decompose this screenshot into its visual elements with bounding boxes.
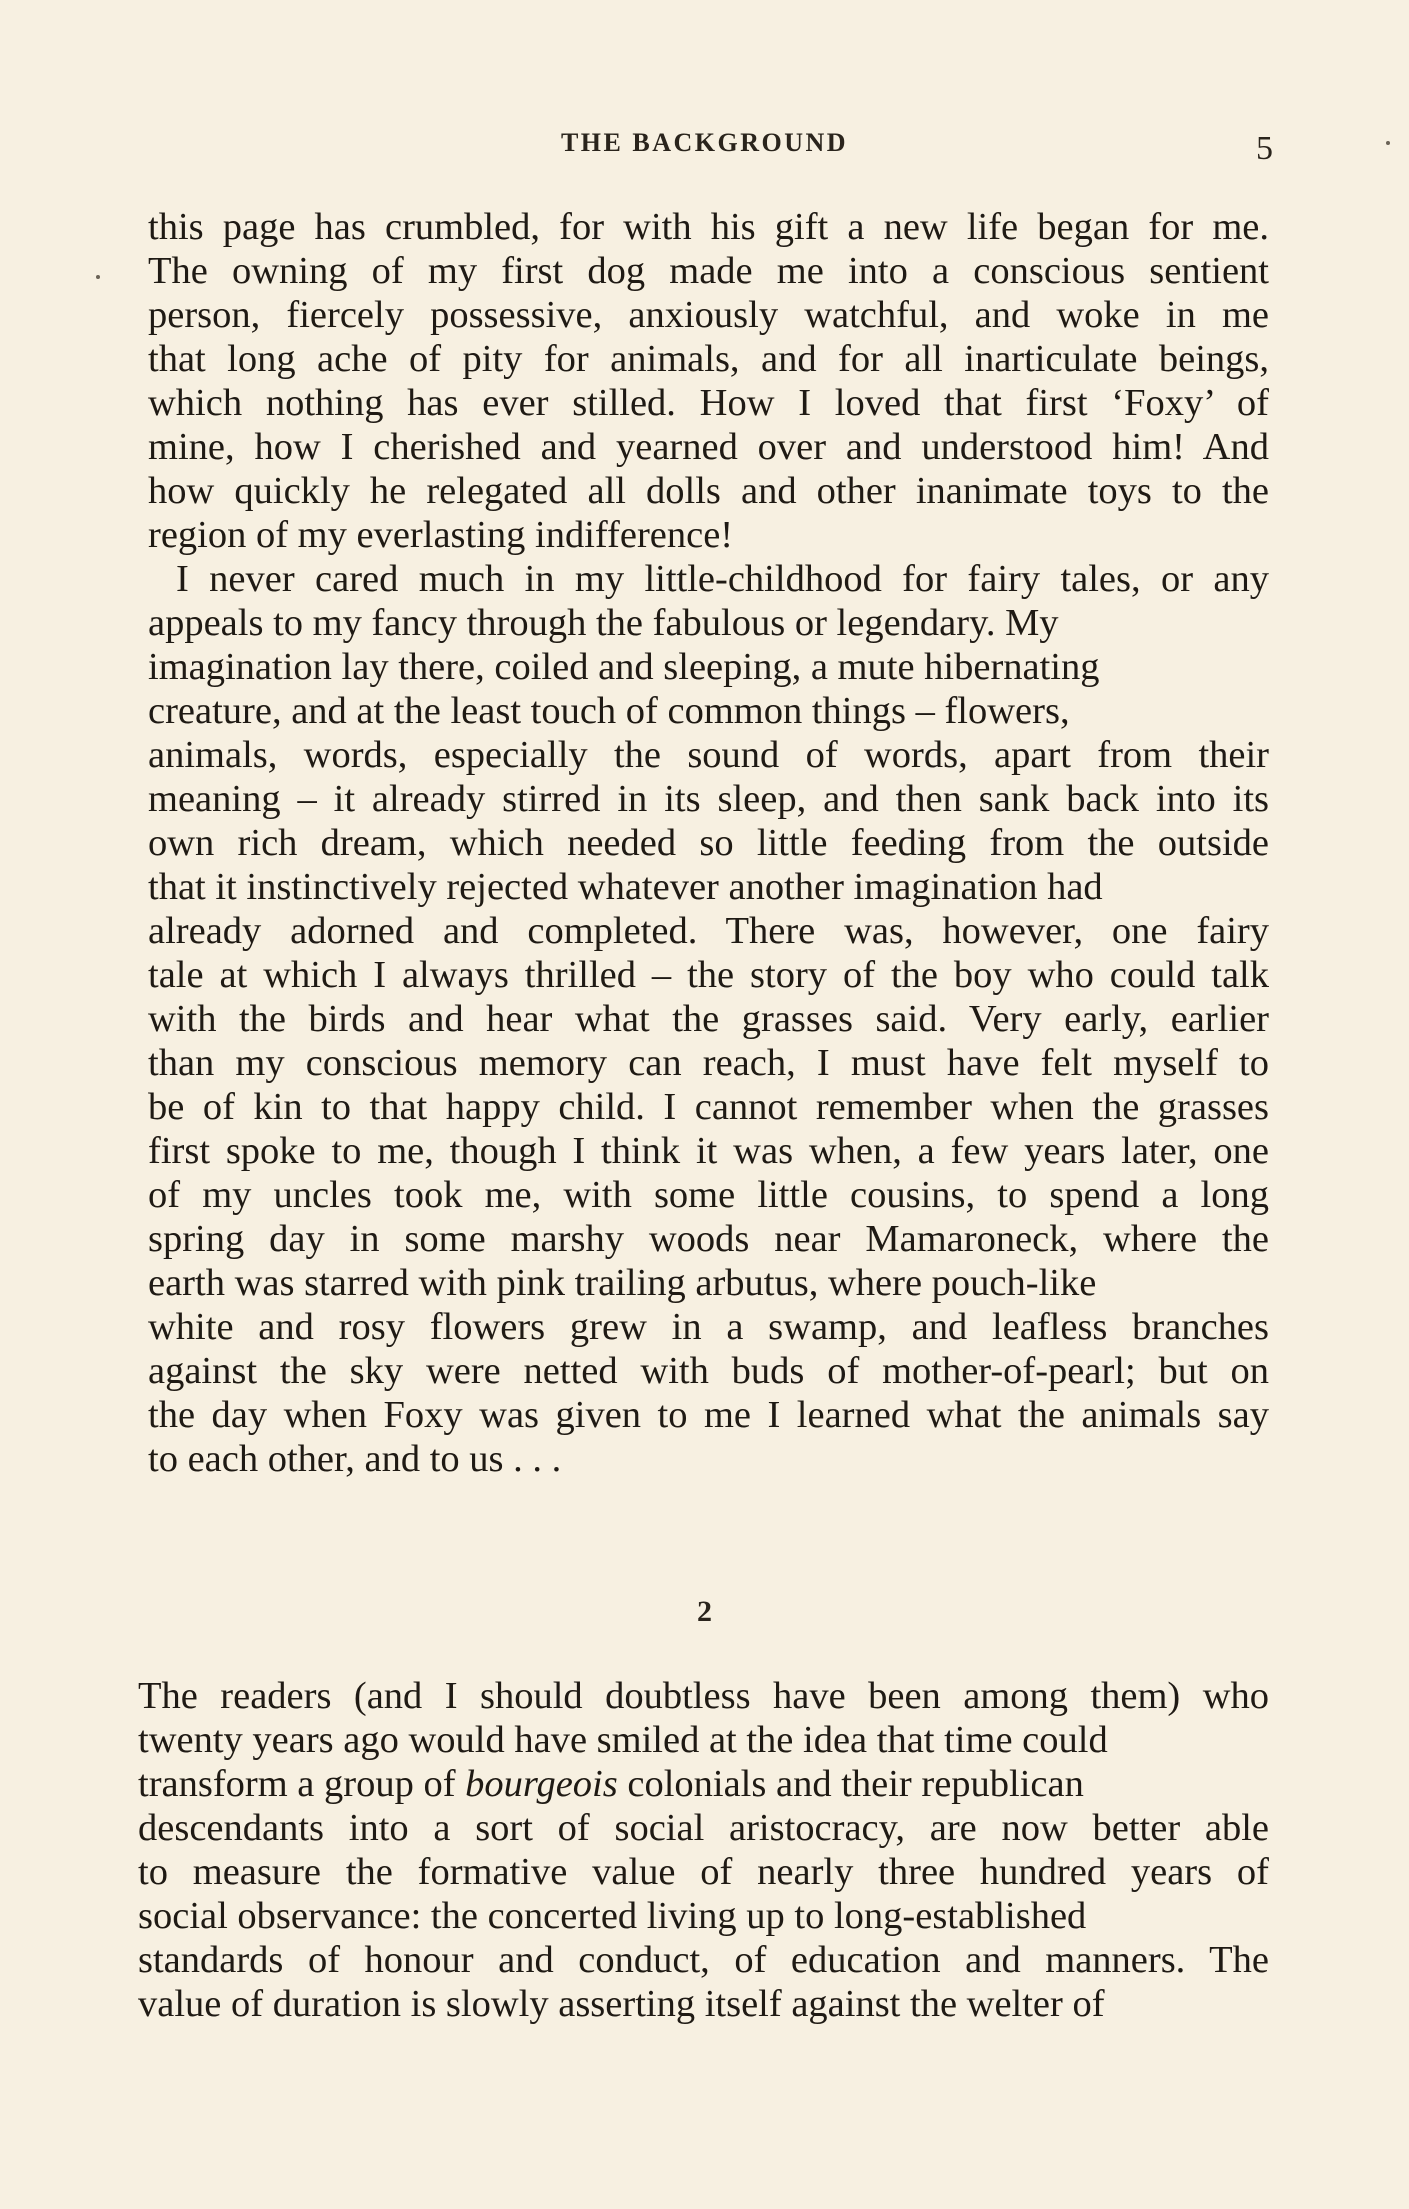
text-line: this page has crumbled, for with his gift a new life began for me. bbox=[148, 206, 1269, 248]
text-line: creature, and at the least touch of common things – flowers, bbox=[148, 690, 1070, 732]
running-title: THE BACKGROUND bbox=[560, 128, 849, 157]
text-line: person, fiercely possessive, anxiously watchful, and woke in me bbox=[148, 294, 1269, 336]
paper-speck bbox=[96, 275, 100, 279]
text-line: spring day in some marshy woods near Mamaroneck, where the bbox=[148, 1218, 1269, 1260]
text-line: social observance: the concerted living up to long-established bbox=[138, 1895, 1087, 1937]
text-line: tale at which I always thrilled – the story of the boy who could talk bbox=[148, 954, 1269, 996]
section-number: 2 bbox=[697, 1595, 712, 1628]
text-line: first spoke to me, though I think it was when, a few years later, one bbox=[148, 1130, 1269, 1172]
text-line bbox=[138, 1762, 1084, 1806]
text-line: of my uncles took me, with some little cousins, to spend a long bbox=[148, 1174, 1269, 1216]
text-line: mine, how I cherished and yearned over and understood him! And bbox=[148, 426, 1269, 468]
text-line: region of my everlasting indifference! bbox=[148, 514, 734, 556]
text-line: already adorned and completed. There was, however, one fairy bbox=[148, 910, 1269, 952]
running-head bbox=[0, 128, 1409, 168]
text-line: be of kin to that happy child. I cannot remember when the grasses bbox=[148, 1086, 1269, 1128]
page-number: 5 bbox=[1256, 130, 1273, 167]
text-line: to measure the formative value of nearly three hundred years of bbox=[138, 1851, 1269, 1893]
text-line: own rich dream, which needed so little feeding from the outside bbox=[148, 822, 1269, 864]
text-line: The owning of my first dog made me into a conscious sentient bbox=[148, 250, 1269, 292]
text-line: that it instinctively rejected whatever another imagination had bbox=[148, 866, 1103, 908]
text-line: imagination lay there, coiled and sleeping, a mute hibernating bbox=[148, 646, 1100, 688]
text-line: which nothing has ever stilled. How I loved that first ‘Foxy’ of bbox=[148, 382, 1269, 424]
text-line: how quickly he relegated all dolls and other inanimate toys to the bbox=[148, 470, 1269, 512]
text-line: white and rosy flowers grew in a swamp, and leafless branches bbox=[148, 1306, 1269, 1348]
paper-speck bbox=[1386, 141, 1390, 145]
text-line: meaning – it already stirred in its sleep, and then sank back into its bbox=[148, 778, 1269, 820]
text-line: I never cared much in my little-childhood for fairy tales, or any bbox=[176, 558, 1269, 600]
text-line: with the birds and hear what the grasses said. Very early, earlier bbox=[148, 998, 1269, 1040]
text-line: appeals to my fancy through the fabulous or legendary. My bbox=[148, 602, 1059, 644]
text-line: descendants into a sort of social aristocracy, are now better able bbox=[138, 1807, 1269, 1849]
text-line: to each other, and to us . . . bbox=[148, 1438, 562, 1480]
text-fragment: transform a group of bbox=[138, 1763, 466, 1805]
text-line: The readers (and I should doubtless have been among them) who bbox=[138, 1675, 1269, 1717]
text-line: earth was starred with pink trailing arbutus, where pouch-like bbox=[148, 1262, 1097, 1304]
text-line: that long ache of pity for animals, and for all inarticulate beings, bbox=[148, 338, 1269, 380]
text-line: animals, words, especially the sound of words, apart from their bbox=[148, 734, 1269, 776]
text-fragment: colonials and their republican bbox=[617, 1763, 1084, 1805]
text-line: value of duration is slowly asserting itself against the welter of bbox=[138, 1983, 1105, 2025]
text-line: the day when Foxy was given to me I learned what the animals say bbox=[148, 1394, 1269, 1436]
text-line: than my conscious memory can reach, I must have felt myself to bbox=[148, 1042, 1269, 1084]
text-line: twenty years ago would have smiled at the idea that time could bbox=[138, 1719, 1108, 1761]
text-line: against the sky were netted with buds of mother-of-pearl; but on bbox=[148, 1350, 1269, 1392]
italic-word: bourgeois bbox=[465, 1763, 618, 1805]
text-line: standards of honour and conduct, of education and manners. The bbox=[138, 1939, 1269, 1981]
